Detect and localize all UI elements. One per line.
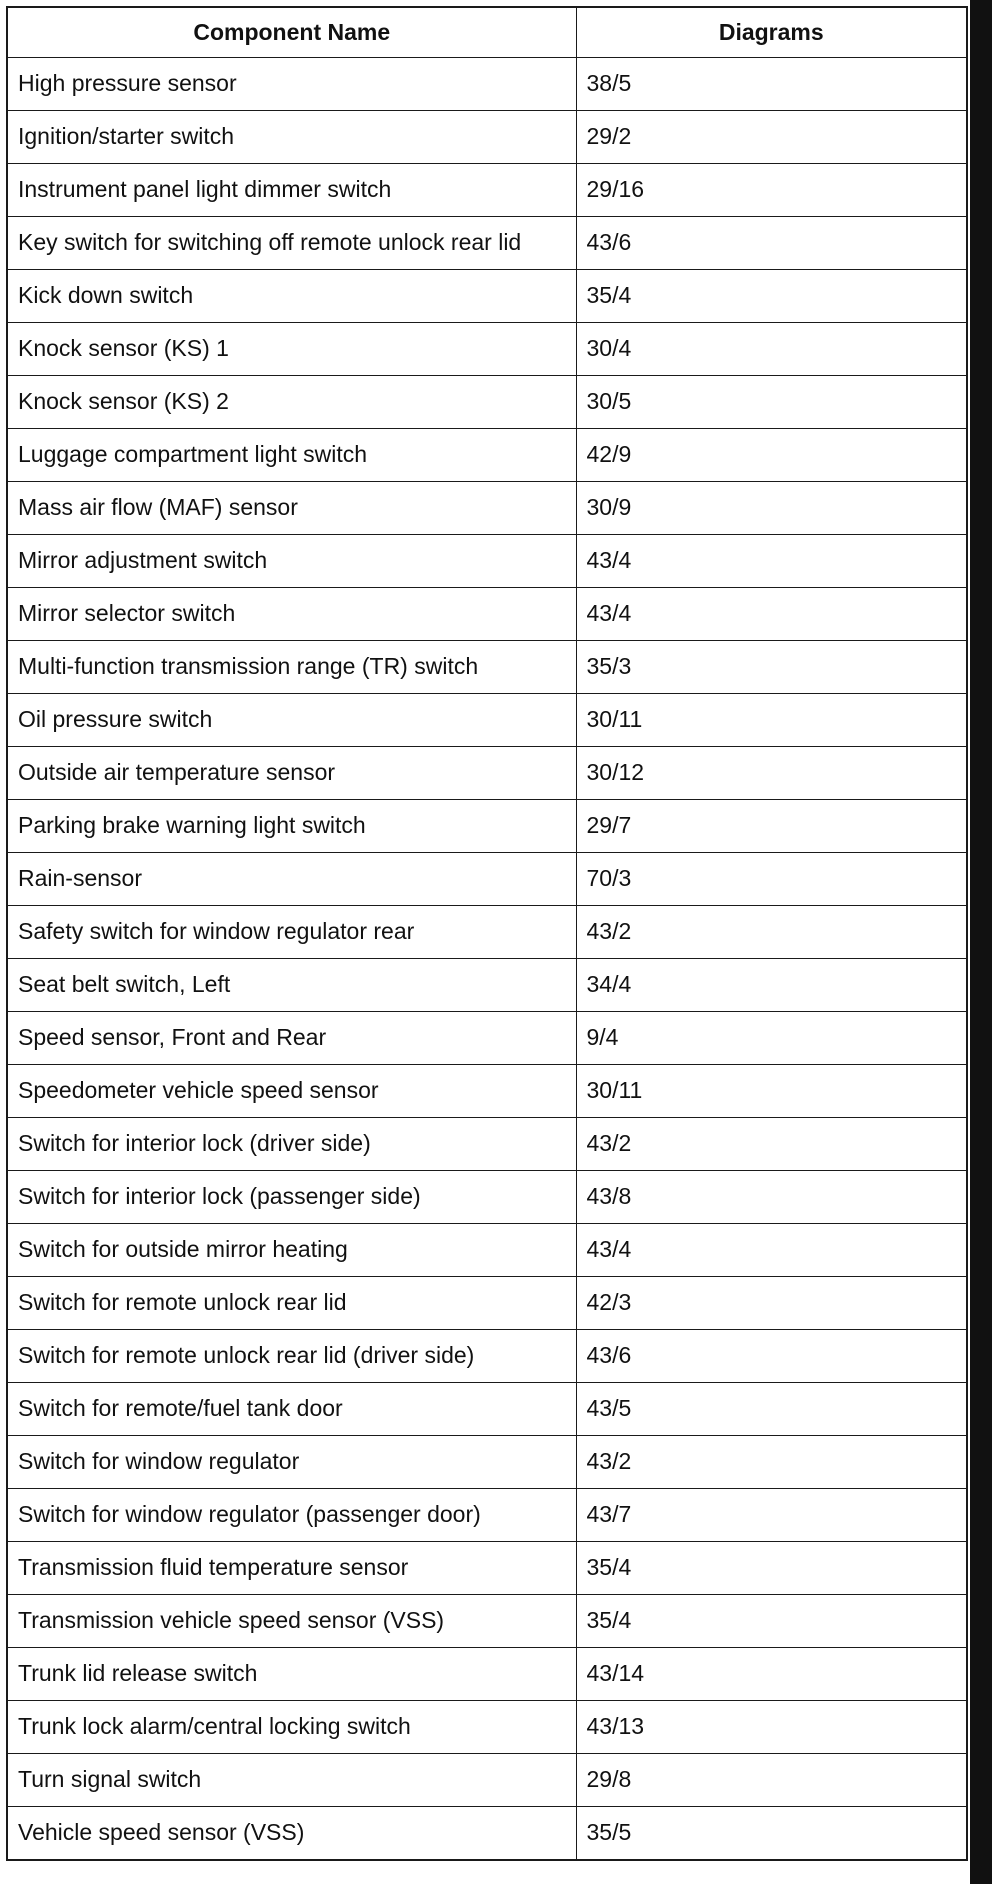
component-name-cell: High pressure sensor bbox=[7, 58, 576, 111]
component-name-cell: Switch for outside mirror heating bbox=[7, 1224, 576, 1277]
table-row bbox=[7, 588, 967, 641]
component-name-cell: Luggage compartment light switch bbox=[7, 429, 576, 482]
table-row bbox=[7, 1489, 967, 1542]
component-name-cell: Trunk lock alarm/central locking switch bbox=[7, 1701, 576, 1754]
diagram-reference-cell: 29/7 bbox=[576, 800, 967, 853]
diagram-reference-cell: 29/8 bbox=[576, 1754, 967, 1807]
table-row bbox=[7, 1754, 967, 1807]
component-name-cell: Switch for interior lock (passenger side) bbox=[7, 1171, 576, 1224]
table-row bbox=[7, 1171, 967, 1224]
diagram-reference-cell: 43/4 bbox=[576, 1224, 967, 1277]
component-name-cell: Ignition/starter switch bbox=[7, 111, 576, 164]
table-row bbox=[7, 111, 967, 164]
component-name-cell: Mass air flow (MAF) sensor bbox=[7, 482, 576, 535]
table-row bbox=[7, 800, 967, 853]
component-name-cell: Switch for remote unlock rear lid (driver side) bbox=[7, 1330, 576, 1383]
table-row bbox=[7, 1277, 967, 1330]
diagram-reference-cell: 29/2 bbox=[576, 111, 967, 164]
diagram-reference-cell: 34/4 bbox=[576, 959, 967, 1012]
diagram-reference-cell: 43/2 bbox=[576, 1436, 967, 1489]
page-edge-bar bbox=[970, 0, 992, 1884]
component-name-cell: Knock sensor (KS) 2 bbox=[7, 376, 576, 429]
table-row bbox=[7, 694, 967, 747]
component-name-cell: Knock sensor (KS) 1 bbox=[7, 323, 576, 376]
table-row bbox=[7, 164, 967, 217]
table-row bbox=[7, 270, 967, 323]
table-row bbox=[7, 1012, 967, 1065]
table-row bbox=[7, 1118, 967, 1171]
diagram-reference-cell: 43/8 bbox=[576, 1171, 967, 1224]
component-name-cell: Switch for remote/fuel tank door bbox=[7, 1383, 576, 1436]
component-name-cell: Switch for interior lock (driver side) bbox=[7, 1118, 576, 1171]
table-row bbox=[7, 1436, 967, 1489]
diagram-reference-cell: 30/12 bbox=[576, 747, 967, 800]
component-name-cell: Mirror adjustment switch bbox=[7, 535, 576, 588]
diagram-reference-cell: 35/4 bbox=[576, 1542, 967, 1595]
header-diagrams: Diagrams bbox=[576, 7, 967, 58]
table-row bbox=[7, 535, 967, 588]
table-row bbox=[7, 641, 967, 694]
diagram-reference-cell: 43/2 bbox=[576, 906, 967, 959]
table-row bbox=[7, 906, 967, 959]
table-row bbox=[7, 1648, 967, 1701]
table-row bbox=[7, 323, 967, 376]
component-name-cell: Outside air temperature sensor bbox=[7, 747, 576, 800]
diagram-reference-cell: 43/4 bbox=[576, 588, 967, 641]
diagram-reference-cell: 42/9 bbox=[576, 429, 967, 482]
diagram-reference-cell: 35/4 bbox=[576, 270, 967, 323]
table-row bbox=[7, 853, 967, 906]
table-row bbox=[7, 1065, 967, 1118]
diagram-reference-cell: 38/5 bbox=[576, 58, 967, 111]
component-name-cell: Vehicle speed sensor (VSS) bbox=[7, 1807, 576, 1861]
table-row bbox=[7, 217, 967, 270]
table-header-row bbox=[7, 7, 967, 58]
diagram-reference-cell: 30/11 bbox=[576, 1065, 967, 1118]
component-name-cell: Multi-function transmission range (TR) switch bbox=[7, 641, 576, 694]
table-row bbox=[7, 482, 967, 535]
header-component-name: Component Name bbox=[7, 7, 576, 58]
component-name-cell: Switch for window regulator bbox=[7, 1436, 576, 1489]
table-row bbox=[7, 1595, 967, 1648]
table-row bbox=[7, 1383, 967, 1436]
component-name-cell: Switch for window regulator (passenger door) bbox=[7, 1489, 576, 1542]
diagram-reference-cell: 43/2 bbox=[576, 1118, 967, 1171]
component-name-cell: Transmission vehicle speed sensor (VSS) bbox=[7, 1595, 576, 1648]
diagram-reference-cell: 30/9 bbox=[576, 482, 967, 535]
diagram-reference-cell: 42/3 bbox=[576, 1277, 967, 1330]
diagram-reference-cell: 43/13 bbox=[576, 1701, 967, 1754]
component-name-cell: Kick down switch bbox=[7, 270, 576, 323]
diagram-reference-cell: 35/5 bbox=[576, 1807, 967, 1861]
diagram-reference-cell: 30/11 bbox=[576, 694, 967, 747]
table-row bbox=[7, 747, 967, 800]
component-name-cell: Seat belt switch, Left bbox=[7, 959, 576, 1012]
component-name-cell: Speedometer vehicle speed sensor bbox=[7, 1065, 576, 1118]
component-name-cell: Oil pressure switch bbox=[7, 694, 576, 747]
diagram-reference-cell: 29/16 bbox=[576, 164, 967, 217]
diagram-reference-cell: 43/6 bbox=[576, 1330, 967, 1383]
component-name-cell: Speed sensor, Front and Rear bbox=[7, 1012, 576, 1065]
table-row bbox=[7, 1807, 967, 1861]
table-row bbox=[7, 1701, 967, 1754]
diagram-reference-cell: 9/4 bbox=[576, 1012, 967, 1065]
component-name-cell: Mirror selector switch bbox=[7, 588, 576, 641]
diagram-reference-cell: 30/4 bbox=[576, 323, 967, 376]
component-name-cell: Key switch for switching off remote unlock rear lid bbox=[7, 217, 576, 270]
component-name-cell: Safety switch for window regulator rear bbox=[7, 906, 576, 959]
table-row bbox=[7, 959, 967, 1012]
diagram-reference-cell: 30/5 bbox=[576, 376, 967, 429]
component-name-cell: Rain-sensor bbox=[7, 853, 576, 906]
diagram-reference-cell: 43/7 bbox=[576, 1489, 967, 1542]
table-body bbox=[7, 58, 967, 1861]
table-row bbox=[7, 429, 967, 482]
component-name-cell: Turn signal switch bbox=[7, 1754, 576, 1807]
component-name-cell: Transmission fluid temperature sensor bbox=[7, 1542, 576, 1595]
diagram-reference-cell: 43/14 bbox=[576, 1648, 967, 1701]
diagram-reference-cell: 35/3 bbox=[576, 641, 967, 694]
diagram-reference-cell: 43/6 bbox=[576, 217, 967, 270]
diagram-reference-cell: 70/3 bbox=[576, 853, 967, 906]
component-name-cell: Trunk lid release switch bbox=[7, 1648, 576, 1701]
table-row bbox=[7, 376, 967, 429]
table-row bbox=[7, 1224, 967, 1277]
component-name-cell: Switch for remote unlock rear lid bbox=[7, 1277, 576, 1330]
table-row bbox=[7, 1330, 967, 1383]
table-row bbox=[7, 58, 967, 111]
diagram-reference-cell: 43/4 bbox=[576, 535, 967, 588]
table-row bbox=[7, 1542, 967, 1595]
diagram-reference-cell: 35/4 bbox=[576, 1595, 967, 1648]
component-name-cell: Instrument panel light dimmer switch bbox=[7, 164, 576, 217]
component-name-cell: Parking brake warning light switch bbox=[7, 800, 576, 853]
diagram-reference-cell: 43/5 bbox=[576, 1383, 967, 1436]
component-diagram-table bbox=[6, 6, 968, 1861]
